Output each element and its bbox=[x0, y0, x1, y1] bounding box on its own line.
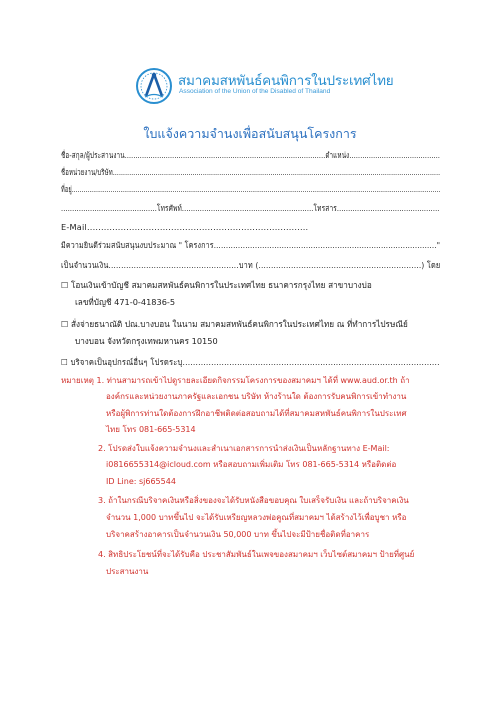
note-3-line-3: บริจาคสร้างอาคารเป็นจำนวนเงิน 50,000 บาท ขึ้นไปจะมีป้ายชื่อติดที่อาคาร bbox=[106, 530, 370, 539]
note-1-line-1: หมายเหตุ 1. ท่านสามารถเข้าไปดูรายละเอียดกิจกรรมโครงการของสมาคมฯ ได้ที่ www.aud.or.th ถ้า bbox=[61, 376, 410, 385]
note-2-line-1: 2. โปรดส่งใบแจ้งความจำนงและสำเนาเอกสารการนำส่งเงินเป็นหลักฐานทาง E-Mail: bbox=[98, 444, 390, 453]
field-address: ที่อยู่.............................................................................................................................................................................................. bbox=[61, 184, 441, 194]
option-bank-transfer: ☐ โอนเงินเข้าบัญชี สมาคมสหพันธ์คนพิการในประเทศไทย ธนาคารกรุงไทย สาขาบางบ่อ bbox=[61, 280, 372, 290]
note-3-line-1: 3. ถ้าในกรณีบริจาคเงินหรือสิ่งของจะได้รับหนังสือขอบคุณ ใบเสร็จรับเงิน และถ้าบริจาคเงิน bbox=[98, 496, 409, 505]
note-1-line-2: องค์กรและหน่วยงานภาครัฐและเอกชน บริษัท ห้างร้านใด ต้องการรับคนพิการเข้าทำงาน bbox=[106, 392, 407, 401]
note-1-line-4: ไทย โทร 081-665-5314 bbox=[106, 425, 196, 434]
association-logo bbox=[132, 66, 176, 106]
header bbox=[132, 66, 394, 106]
option-money-order: ☐ สั่งจ่ายธนาณัติ ปณ.บางบอน ในนาม สมาคมสหพันธ์คนพิการในประเทศไทย ณ ที่ทำการไปรษณีย์ bbox=[61, 319, 408, 329]
money-order-address: บางบอน จังหวัดกรุงเทพมหานคร 10150 bbox=[75, 336, 218, 346]
field-amount: เป็นจำนวนเงิน....................................................บาท (.................................................................) โดย bbox=[61, 260, 441, 270]
document-title: ใบแจ้งความจำนงเพื่อสนับสนุนโครงการ bbox=[143, 126, 357, 141]
note-2-line-2: i0816655314@icloud.com หรือสอบถามเพิ่มเติม โทร 081-665-5314 หรือติดต่อ bbox=[106, 460, 397, 469]
org-name-english: Association of the Union of the Disabled of Thailand bbox=[179, 88, 331, 95]
option-equipment-donation: ☐ บริจาคเป็นอุปกรณ์อื่นๆ โปรดระบุ................................................................................................... bbox=[61, 357, 440, 367]
field-email: E-Mail............................................................................... bbox=[61, 222, 309, 232]
field-name-position: ชื่อ-สกุล/ผู้ประสานงาน.............................................................................................ตำแหน่ง.......................................... bbox=[61, 150, 441, 160]
note-4-line-2: ประสานงาน bbox=[106, 567, 149, 576]
note-2-line-3: ID Line: sj665544 bbox=[106, 477, 176, 486]
note-3-line-2: จำนวน 1,000 บาทขึ้นไป จะได้รับเหรียญหลวงพ่อคูณที่สมาคมฯ ได้สร้างไว้เพื่อบูชา หรือ bbox=[106, 513, 407, 522]
field-organization: ชื่อหน่วยงาน/บริษัท................................................................................................................................................................ bbox=[61, 167, 441, 177]
org-name-thai: สมาคมสหพันธ์คนพิการในประเทศไทย bbox=[178, 73, 394, 89]
field-phone-fax: ...........................................โทรศัพท์...........................................................โทรสาร.............................................. bbox=[61, 203, 440, 213]
bank-account-number: เลขที่บัญชี 471-0-41836-5 bbox=[75, 297, 176, 307]
note-1-line-3: หรือผู้พิการท่านใดต้องการฝึกอาชีพติดต่อสอบถามได้ที่สมาคมสหพันธ์คนพิการในประเทศ bbox=[106, 409, 407, 418]
field-project-support: มีความยินดีร่วมสนับสนุนงบประมาณ " โครงการ............................................................................................" bbox=[61, 240, 441, 250]
note-4-line-1: 4. สิทธิประโยชน์ที่จะได้รับคือ ประชาสัมพันธ์ในเพจของสมาคมฯ เว็บไซต์สมาคมฯ ป้ายที่ศูนย์ bbox=[98, 550, 415, 559]
